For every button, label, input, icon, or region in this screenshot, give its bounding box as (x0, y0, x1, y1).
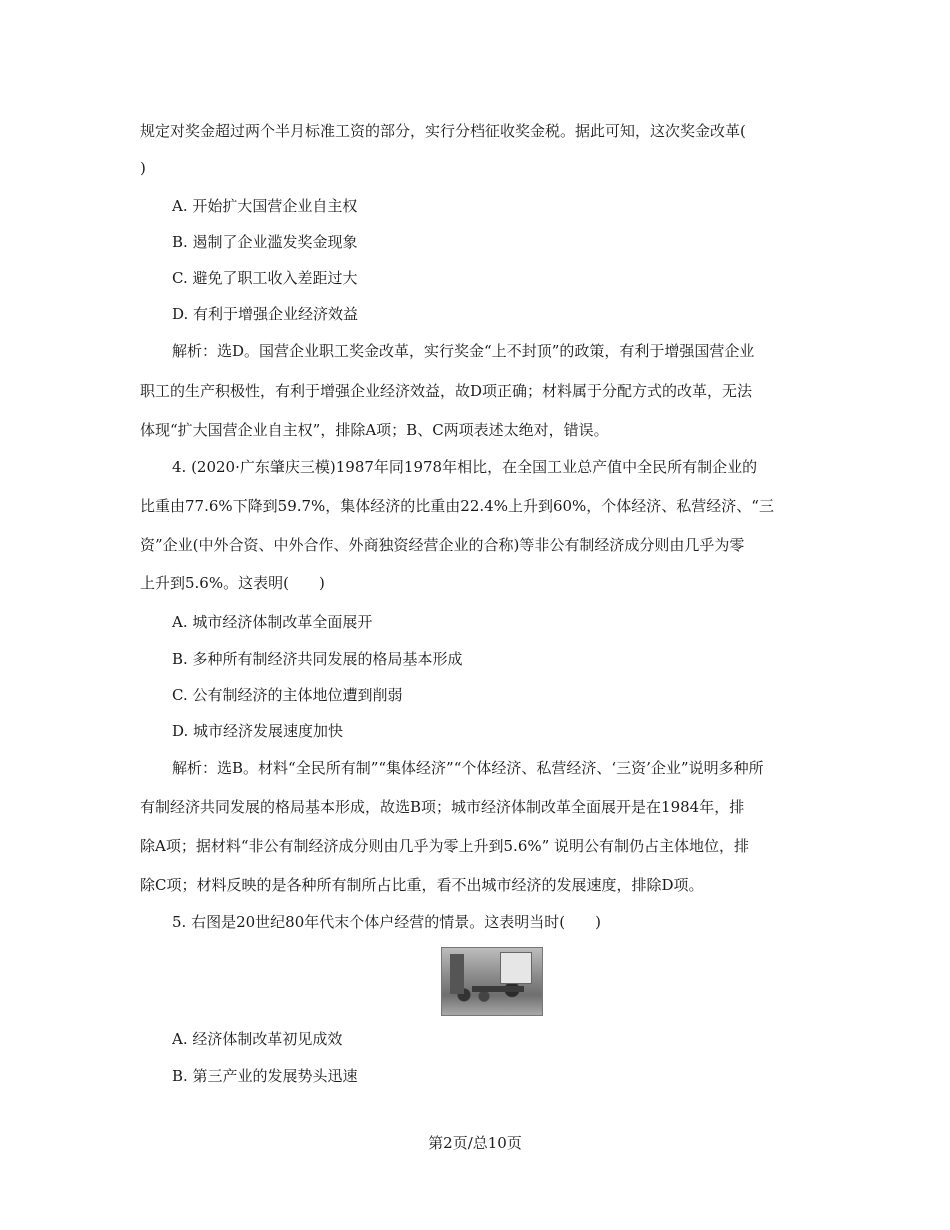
option-c: C. 避免了职工收入差距过大 (172, 269, 358, 287)
option-d: D. 城市经济发展速度加快 (172, 722, 344, 740)
analysis-4-line-3: 除A项；据材料“非公有制经济成分则由几乎为零上升到5.6%” 说明公有制仍占主体地位，排 (140, 837, 750, 855)
analysis-3-line-1: 解析：选D。国营企业职工奖金改革，实行奖金“上不封顶”的政策，有利于增强国营企业 (172, 342, 755, 360)
question-4-stem-line-1: 4. (2020·广东肇庆三模)1987年同1978年相比，在全国工业总产值中全民所有制企业的 (172, 458, 758, 476)
analysis-3-line-3: 体现“扩大国营企业自主权”，排除A项；B、C两项表述太绝对，错误。 (140, 421, 609, 439)
page-number-footer: 第2页/总10页 (428, 1134, 522, 1152)
analysis-4-line-4: 除C项；材料反映的是各种所有制所占比重，看不出城市经济的发展速度，排除D项。 (140, 876, 704, 894)
analysis-4-line-1: 解析：选B。材料“全民所有制”“集体经济”“个体经济、私营经济、‘三资’企业”说明多种所 (172, 759, 764, 777)
option-a: A. 城市经济体制改革全面展开 (172, 613, 373, 631)
option-b: B. 遏制了企业滥发奖金现象 (172, 233, 358, 251)
option-c: C. 公有制经济的主体地位遭到削弱 (172, 686, 403, 704)
analysis-4-line-2: 有制经济共同发展的格局基本形成，故选B项；城市经济体制改革全面展开是在1984年，排 (140, 798, 745, 816)
option-b: B. 第三产业的发展势头迅速 (172, 1067, 358, 1085)
question-5-stem: 5. 右图是20世纪80年代末个体户经营的情景。这表明当时( ) (172, 913, 601, 931)
question-3-stem-line: 规定对奖金超过两个半月标准工资的部分，实行分档征收奖金税。据此可知，这次奖金改革( (140, 122, 746, 140)
question-3-stem-end: ) (140, 159, 146, 177)
question-4-stem-line-4: 上升到5.6%。这表明( ) (140, 574, 325, 592)
analysis-3-line-2: 职工的生产积极性，有利于增强企业经济效益，故D项正确；材料属于分配方式的改革，无法 (140, 382, 753, 400)
question-4-stem-line-3: 资”企业(中外合资、中外合作、外商独资经营企业的合称)等非公有制经济成分则由几乎为零 (140, 536, 745, 554)
option-b: B. 多种所有制经济共同发展的格局基本形成 (172, 650, 463, 668)
street-vendor-photo (441, 947, 543, 1016)
question-4-stem-line-2: 比重由77.6%下降到59.7%，集体经济的比重由22.4%上升到60%，个体经济、私营经济、“三 (140, 497, 774, 515)
option-a: A. 经济体制改革初见成效 (172, 1030, 343, 1048)
option-a: A. 开始扩大国营企业自主权 (172, 197, 358, 215)
option-d: D. 有利于增强企业经济效益 (172, 305, 359, 323)
